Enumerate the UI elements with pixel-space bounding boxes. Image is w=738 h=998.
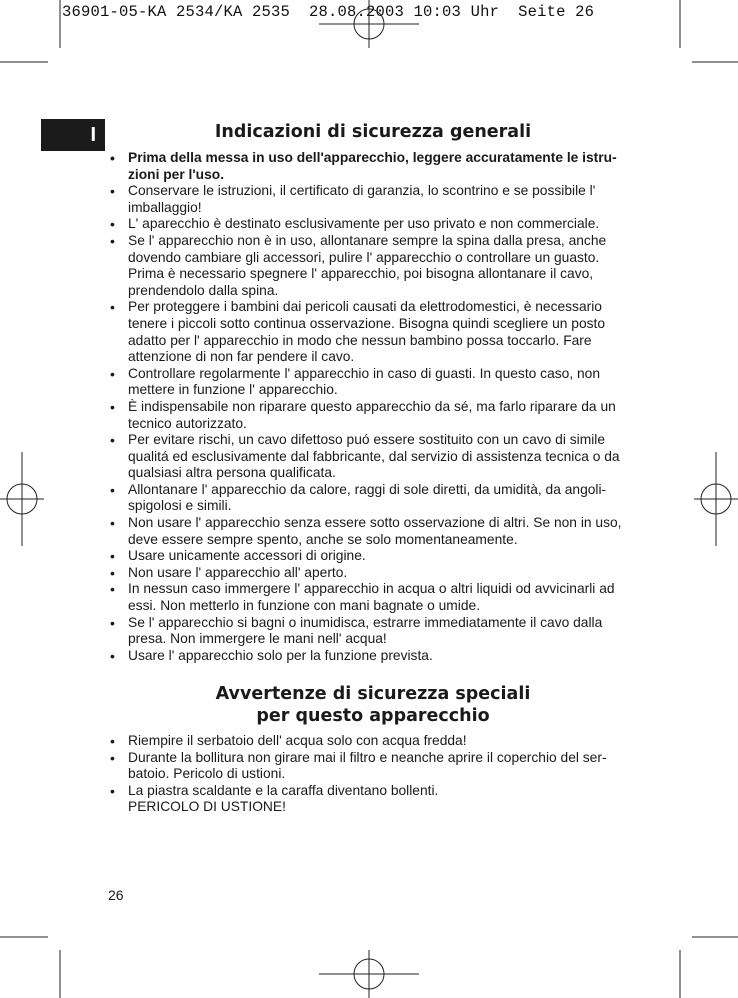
- print-header: 36901-05-KA 2534/KA 2535 28.08.2003 10:03 Uhr Seite 26: [62, 3, 595, 21]
- list-item: • L' aparecchio è destinato esclusivamente per uso privato e non commerciale.: [108, 216, 638, 233]
- list-item: • Non usare l' apparecchio all' aperto.: [108, 565, 638, 582]
- list-item: • Controllare regolarmente l' apparecchio in caso di guasti. In questo caso, non mettere in funzione l' apparecchio.: [108, 366, 638, 399]
- language-tab: I: [41, 119, 105, 151]
- list-item: • Per evitare rischi, un cavo difettoso puó essere sostituito con un cavo di simile qualitá ed esclusivamente dal fabbricante, dal servizio di assistenza tecnica o da qualsiasi altra persona qualificata.: [108, 432, 638, 482]
- list-item: • Allontanare l' apparecchio da calore, raggi di sole diretti, da umidità, da angoli-spigolosi e simili.: [108, 482, 638, 515]
- list-item-text: La piastra scaldante e la caraffa diventano bollenti.: [128, 782, 439, 798]
- special-safety-list: [108, 733, 638, 816]
- list-item: • Se l' apparecchio non è in uso, allontanare sempre la spina dalla presa, anche dovendo cambiare gli accessori, pulire l' apparecchio o controllare un guasto. Prima è necessario spegnere l' apparecchio, poi bisogna allontanare il cavo, prendendolo dalla spina.: [108, 233, 638, 299]
- list-item: • Prima della messa in uso dell'apparecchio, leggere accuratamente le istru-zioni per l'uso.: [108, 150, 638, 183]
- list-item: [108, 783, 638, 816]
- special-safety-title: [108, 683, 638, 727]
- page-number: 26: [108, 887, 124, 903]
- list-item: • Per proteggere i bambini dai pericoli causati da elettrodomestici, è necessario tenere i piccoli sotto continua osservazione. Bisogna quindi scegliere un posto adatto per l' apparecchio in modo che nessun bambino possa toccarlo. Fare attenzione di non far pendere il cavo.: [108, 299, 638, 365]
- registration-mark-top: [319, 0, 419, 48]
- registration-mark-left: [0, 452, 44, 546]
- list-item: • Riempire il serbatoio dell' acqua solo con acqua fredda!: [108, 733, 638, 750]
- list-item: • Usare unicamente accessori di origine.: [108, 548, 638, 565]
- list-item: • È indispensabile non riparare questo apparecchio da sé, ma farlo riparare da un tecnico autorizzato.: [108, 399, 638, 432]
- general-safety-title: Indicazioni di sicurezza generali: [214, 122, 532, 142]
- list-item: • Conservare le istruzioni, il certificato di garanzia, lo scontrino e se possibile l' imballaggio!: [108, 183, 638, 216]
- list-item: • Usare l' apparecchio solo per la funzione prevista.: [108, 648, 638, 665]
- list-item: • Se l' apparecchio si bagni o inumidisca, estrarre immediatamente il cavo dalla presa. Non immergere le mani nell' acqua!: [108, 615, 638, 648]
- registration-mark-right: [694, 452, 738, 546]
- list-item: • Durante la bollitura non girare mai il filtro e neanche aprire il coperchio del ser-batoio. Pericolo di ustioni.: [108, 750, 638, 783]
- list-item: • In nessun caso immergere l' apparecchio in acqua o altri liquidi od avvicinarli ad essi. Non metterlo in funzione con mani bagnate o umide.: [108, 581, 638, 614]
- general-safety-list: [108, 150, 638, 664]
- list-item: • Non usare l' apparecchio senza essere sotto osservazione di altri. Se non in uso, deve essere sempre spento, anche se solo momentaneamente.: [108, 515, 638, 548]
- special-safety-title-line2: per questo apparecchio: [256, 706, 490, 726]
- special-safety-title-line1: Avvertenze di sicurezza speciali: [215, 684, 531, 704]
- registration-mark-bottom: [319, 950, 419, 998]
- list-item-text-warning: PERICOLO DI USTIONE!: [128, 799, 286, 815]
